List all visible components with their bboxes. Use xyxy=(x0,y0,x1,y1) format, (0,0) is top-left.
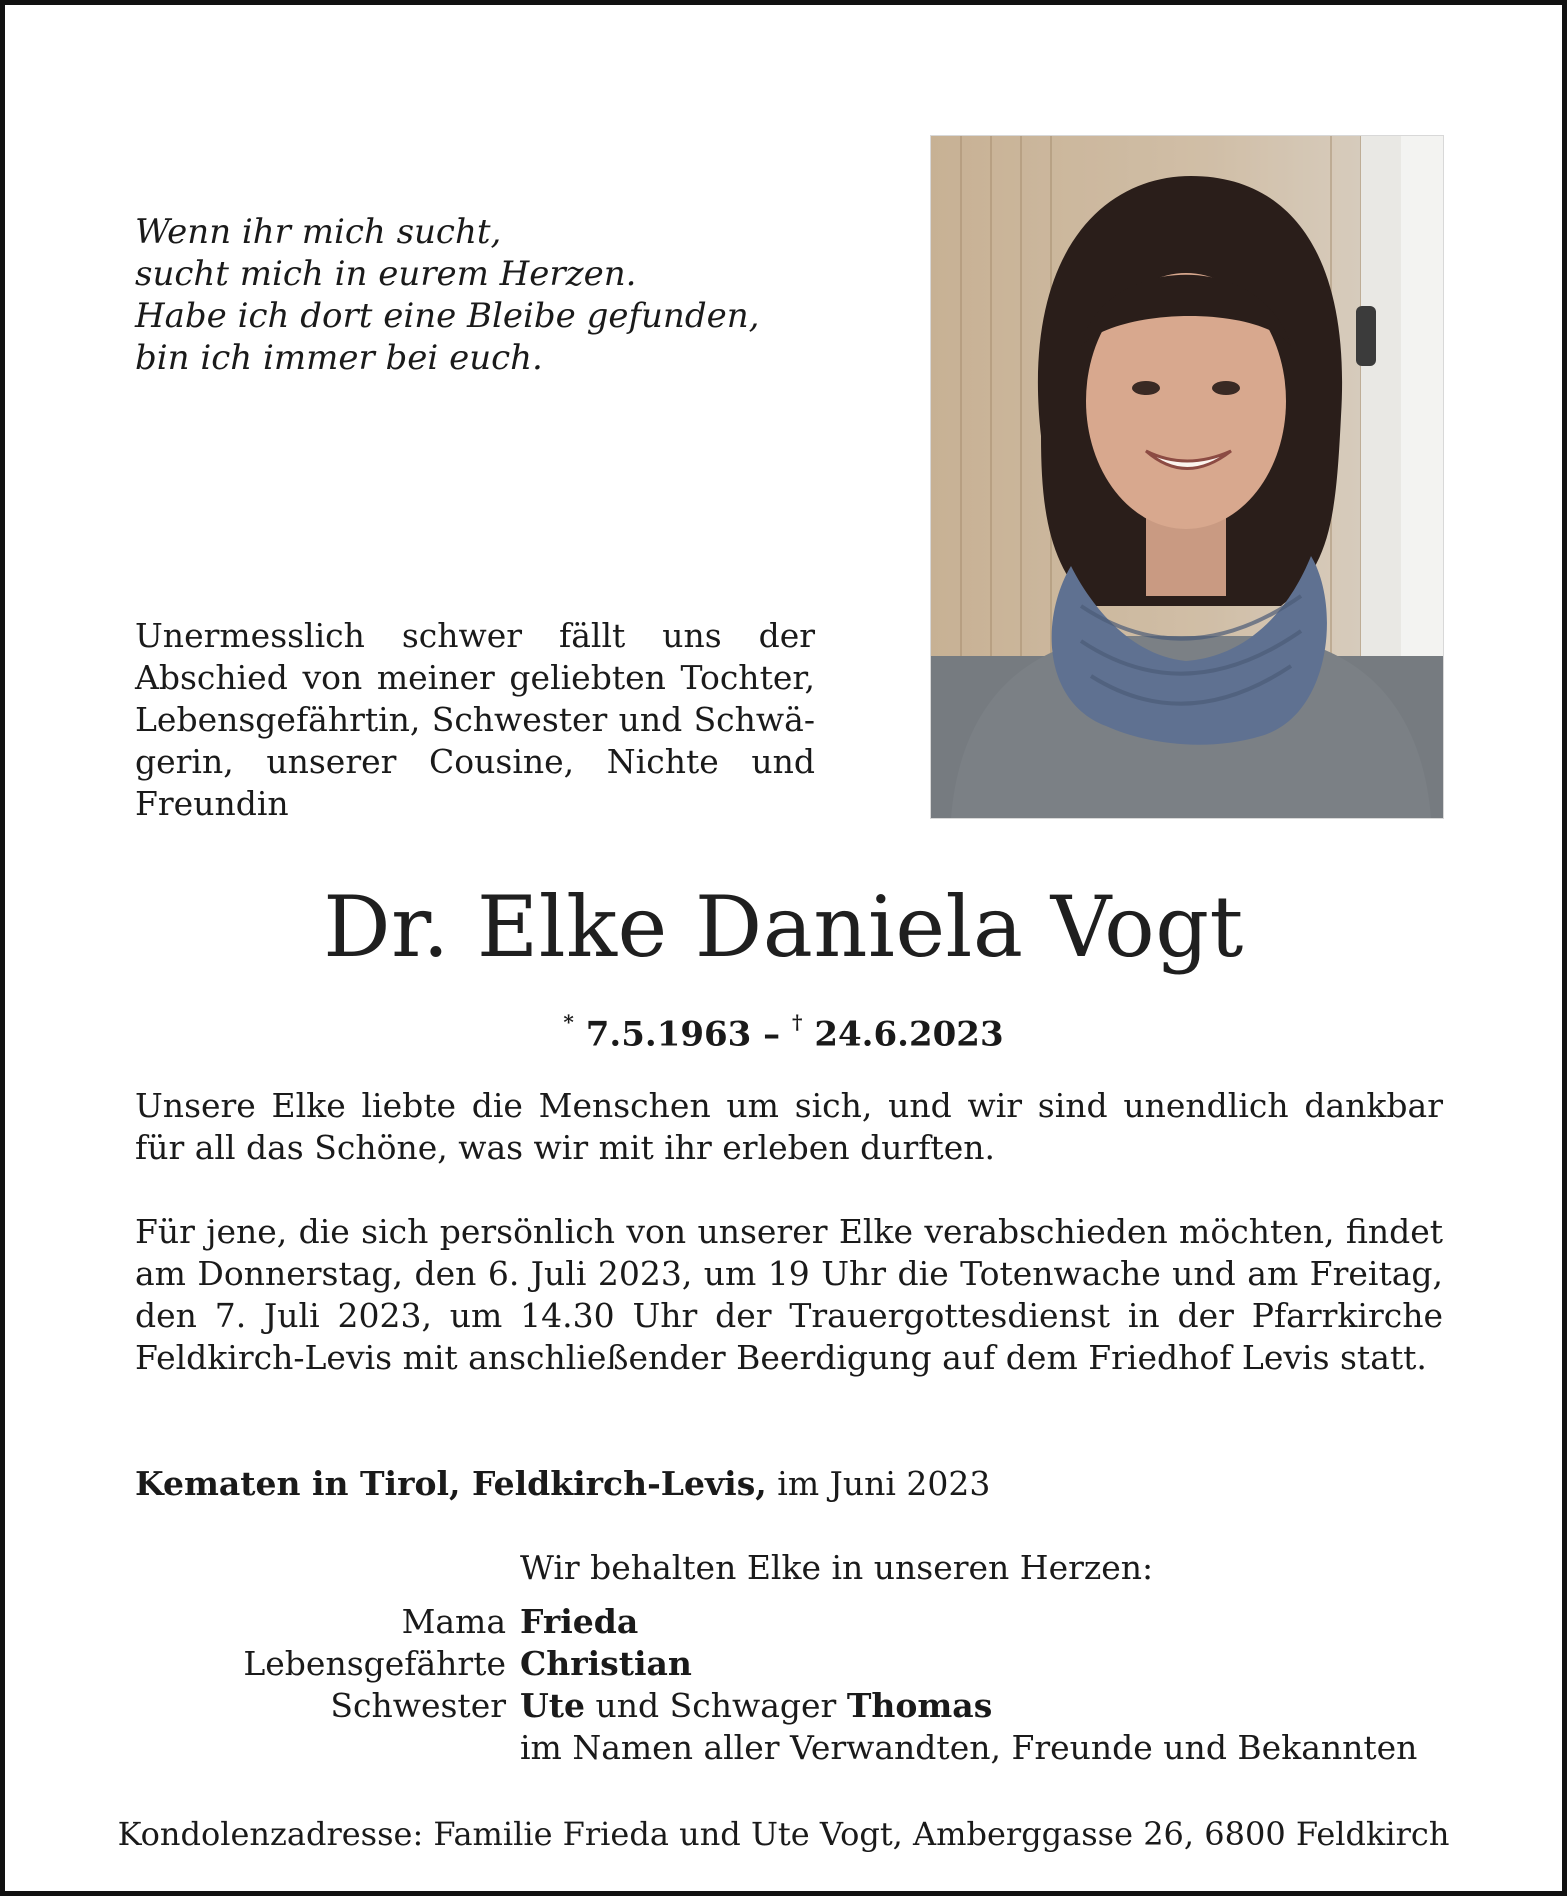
intro-text: Unermesslich schwer fällt uns der Abschied von meiner geliebten Tochter, Lebensgefährtin, Schwester und Schwägerin, unserer Cousine, Nichte und Freundin xyxy=(135,616,815,823)
closing-line: im Namen aller Verwandten, Freunde und Bekannten xyxy=(520,1728,1418,1767)
relative-label: Schwester xyxy=(330,1686,506,1725)
poem-line: bin ich immer bei euch. xyxy=(135,338,543,378)
poem-line: Habe ich dort eine Bleibe gefunden, xyxy=(135,296,760,336)
paragraph-funeral-info: Für jene, die sich persönlich von unserer Elke verabschieden möchten, findet am Donnerstag, den 6. Juli 2023, um 19 Uhr die Totenwache und am Freitag, den 7. Juli 2023, um 14.30 Uhr der Trauergottesdienst in der Pfarrkirche Feldkirch-Levis mit anschließender Beerdigung auf dem Friedhof Levis statt. xyxy=(135,1212,1443,1377)
birth-symbol: * xyxy=(563,1010,574,1034)
death-symbol: † xyxy=(792,1010,803,1034)
relative-name: Frieda xyxy=(520,1602,639,1641)
place-names: Kematen in Tirol, Feldkirch-Levis, xyxy=(135,1464,767,1503)
deceased-name: Dr. Elke Daniela Vogt xyxy=(323,878,1244,976)
poem-line: Wenn ihr mich sucht, xyxy=(135,212,502,252)
poem xyxy=(135,211,775,379)
keep-in-hearts-line: Wir behalten Elke in unseren Herzen: xyxy=(520,1548,1154,1587)
paragraph-gratitude: Unsere Elke liebte die Menschen um sich, und wir sind unendlich dankbar für all das Schöne, was wir mit ihr erleben durften. xyxy=(135,1086,1443,1167)
relative-label: Lebensgefährte xyxy=(243,1644,506,1683)
relative-label: Mama xyxy=(401,1602,506,1641)
place-date-line xyxy=(135,1463,990,1505)
birth-date: 7.5.1963 xyxy=(585,1014,752,1055)
date-separator: – xyxy=(763,1014,781,1055)
poem-line: sucht mich in eurem Herzen. xyxy=(135,254,637,294)
condolence-address: Kondolenzadresse: Familie Frieda und Ute Vogt, Amberggasse 26, 6800 Feldkirch xyxy=(117,1815,1450,1853)
relative-name: Christian xyxy=(520,1644,692,1683)
portrait-photo-icon xyxy=(931,136,1443,818)
portrait-photo xyxy=(930,135,1444,819)
life-dates xyxy=(5,1004,1562,1056)
death-date: 24.6.2023 xyxy=(814,1014,1004,1055)
relative-name: Ute xyxy=(520,1686,586,1725)
place-date: im Juni 2023 xyxy=(766,1464,991,1503)
relative-connector: und Schwager xyxy=(585,1686,847,1725)
relative-name-2: Thomas xyxy=(846,1686,993,1725)
